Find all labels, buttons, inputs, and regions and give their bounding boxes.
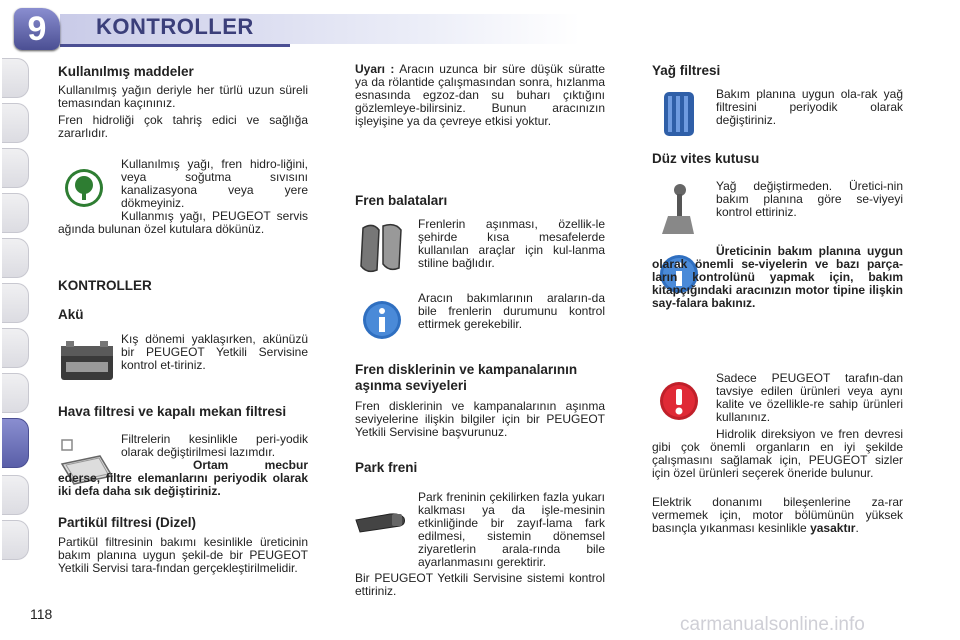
- info-icon: [362, 300, 402, 340]
- forbidden-word: yasaktır: [810, 521, 856, 535]
- products-warning-text-3: [652, 496, 903, 535]
- used-materials-text-3: Kullanılmış yağı, fren hidro-liğini, veya soğutma sıvısını kanalizasyona veya yere dökmeyiniz.: [121, 157, 308, 210]
- used-materials-title: Kullanılmış maddeler: [58, 64, 194, 79]
- warning-body: Aracın uzunca bir süre düşük süratte ya da rölantide çalışmasından sonra, hızlanma esnasında egzoz-dan su buharı çıktığını gözlemleye-bilirsiniz. Bunun aracınızın işleyişine ya da çevreye etkisi yoktur.: [355, 62, 606, 128]
- products-warning-text-3a: Elektrik donanımı bileşenlerine za-rar vermemek için, motor bölümünün yüksek basınçla yıkanması kesinlikle: [652, 495, 903, 535]
- chapter-tab-active[interactable]: [2, 418, 29, 468]
- air-filter-text-regular: Filtrelerin kesinlikle peri-yodik olarak değiştirilmesi lazımdır.: [121, 432, 308, 459]
- maintenance-info-text: Üreticinin bakım planına uygun olarak önemli se-viyelerin ve bazı parça-ların kontrolünü yapmak için, bakım kitapçığındaki aracınızın motor tipine ilişkin say-falara bakınız.: [652, 244, 903, 310]
- watermark: carmanualsonline.info: [680, 614, 865, 635]
- chapter-badge: 9: [14, 8, 60, 50]
- products-warning-text-3c: .: [855, 521, 859, 535]
- header-underline: [60, 44, 290, 47]
- battery-title: Akü: [58, 307, 84, 322]
- brake-discs-text: Fren disklerinin ve kampanalarının aşınma seviyelerine ilişkin bilgiler için bir PEUGEOT Yetkili Servisine başvurunuz.: [355, 399, 605, 439]
- chapter-tab[interactable]: [2, 283, 29, 323]
- oil-filter-text: Bakım planına uygun ola-rak yağ filtresini periyodik olarak değiştiriniz.: [716, 87, 903, 127]
- battery-text: Kış dönemi yaklaşırken, akünüzü bir PEUGEOT Yetkili Servisine kontrol et-tiriniz.: [121, 332, 308, 372]
- gearbox-title: Düz vites kutusu: [652, 151, 760, 166]
- chapter-tab[interactable]: [2, 520, 29, 560]
- chapter-tab[interactable]: [2, 193, 29, 233]
- parking-brake-icon: [352, 500, 410, 544]
- particulate-filter-title: Partikül filtresi (Dizel): [58, 515, 197, 530]
- warning-text: [355, 63, 605, 128]
- air-filter-text-bold: Ortam mecbur ederse, filtre elemanlarını periyodik olarak iki defa daha sık değiştiriniz.: [58, 458, 308, 498]
- chapter-title: KONTROLLER: [96, 14, 254, 39]
- parking-brake-title: Park freni: [355, 460, 418, 475]
- particulate-filter-text: Partikül filtresinin bakımı kesinlikle üreticinin bakım planına uygun şekil-de bir PEUGEOT Yetkili Servisi tara-fından gerçekleştirilmelidir.: [58, 535, 308, 575]
- used-materials-text-2: Fren hidroliği çok tahriş edici ve sağlığa zararlıdır.: [58, 113, 308, 140]
- chapter-tab[interactable]: [2, 373, 29, 413]
- oil-filter-icon: [660, 88, 698, 140]
- brake-pads-icon: [357, 220, 407, 276]
- brake-pads-text: Frenlerin aşınması, özellik-le şehirde kısa mesafelerde kullanılan araçlar için kul-lanma stiline bağlıdır.: [418, 217, 605, 270]
- warning-exclamation-icon: [659, 381, 699, 421]
- products-warning-text-2: Hidrolik direksiyon ve fren devresi gibi çok önemli organların en iyi şekilde çalışmasını sağlamak için, PEUGEOT sizler için özel ürünleri seçerek öneride bulunur.: [652, 427, 903, 480]
- parking-brake-text-2: Bir PEUGEOT Yetkili Servisine sistemi kontrol ettiriniz.: [355, 571, 605, 598]
- section-title-kontroller: KONTROLLER: [58, 278, 152, 293]
- chapter-tab[interactable]: [2, 238, 29, 278]
- warning-label: Uyarı :: [355, 62, 395, 76]
- air-filter-title: Hava filtresi ve kapalı mekan filtresi: [58, 404, 287, 419]
- brake-discs-title: Fren disklerinin ve kampanalarının aşınma seviyeleri: [355, 362, 578, 393]
- chapter-tab[interactable]: [2, 328, 29, 368]
- battery-icon: [58, 336, 116, 384]
- gearbox-text: Yağ değiştirmeden. Üretici-nin bakım planına göre se-viyeyi kontrol ettiriniz.: [716, 179, 903, 219]
- page-header: [0, 0, 960, 58]
- environment-tree-icon: [64, 168, 104, 208]
- air-filter-text: [121, 433, 308, 459]
- oil-filter-title: Yağ filtresi: [652, 63, 721, 78]
- parking-brake-text: Park freninin çekilirken fazla yukarı kalkması ya da işle-mesinin etkinliğinde bir zayıf-lama fark edilmesi, sistemin dönemsel ziyaretlerin arala-rında bile ayarlanmasını gerektirir.: [418, 490, 605, 569]
- chapter-tab[interactable]: [2, 103, 29, 143]
- chapter-tab[interactable]: [2, 58, 29, 98]
- used-materials-text-4: Kullanmış yağı, PEUGEOT servis ağında bulunan özel kutulara dökünüz.: [58, 209, 308, 236]
- gear-lever-icon: [658, 182, 698, 236]
- products-warning-text-1: Sadece PEUGEOT tarafın-dan tavsiye edilen ürünleri veya aynı kalite ve özellikle-re sahip ürünleri kullanınız.: [716, 371, 903, 424]
- chapter-tabs: [0, 0, 46, 640]
- used-materials-text-1: Kullanılmış yağın deriyle her türlü uzun süreli temasından kaçınınız.: [58, 83, 308, 110]
- chapter-tab[interactable]: [2, 475, 29, 515]
- chapter-tab[interactable]: [2, 148, 29, 188]
- page-number: 118: [30, 606, 53, 622]
- brake-pads-title: Fren balataları: [355, 193, 448, 208]
- brake-info-text: Aracın bakımlarının araların-da bile frenlerin durumunu kontrol ettirmek gerekebilir.: [418, 291, 605, 331]
